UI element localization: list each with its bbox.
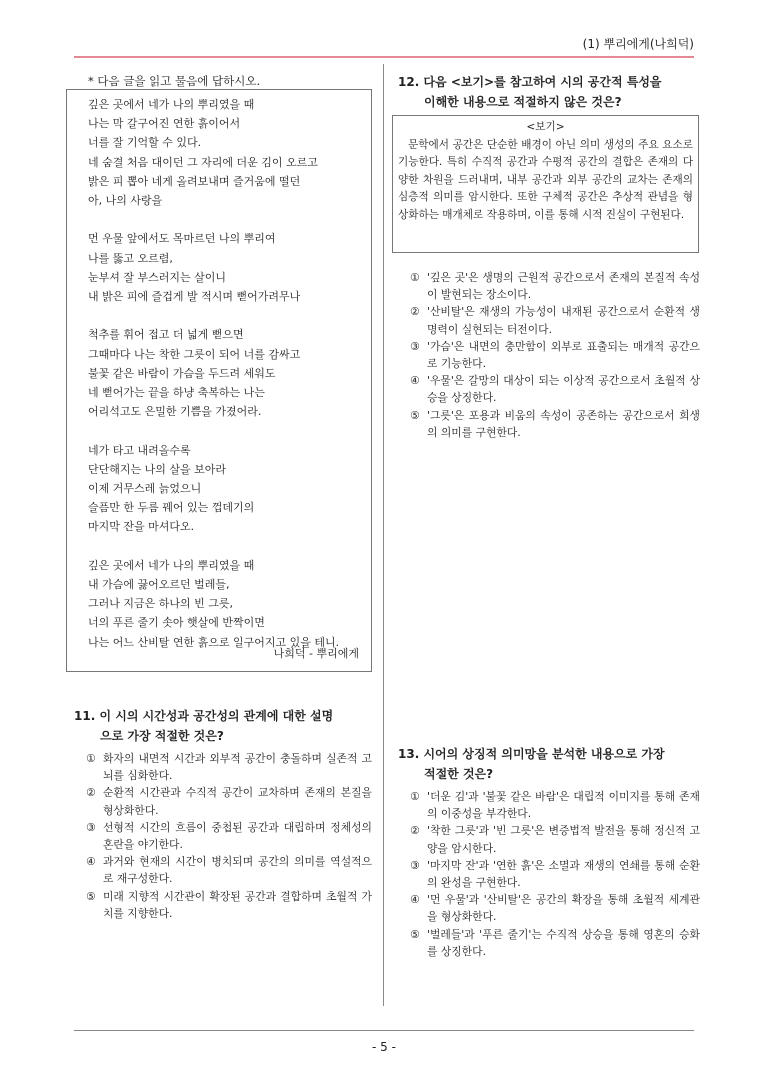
option-list [410,269,700,441]
poem-line: 네가 타고 내려올수록 [88,443,191,457]
question-11-title [74,706,372,746]
poem-line: 이제 거무스레 늙었으니 [88,482,202,496]
poem-line: 내 가슴에 끓어오르던 벌레들, [88,578,230,592]
header-divider [74,56,694,58]
question-text: 시어의 상징적 의미망을 분석한 내용으로 가장 [423,747,665,761]
option-2[interactable]: ② '산비탈'은 재생의 가능성이 내재된 공간으로서 순환적 생명력이 실현되는 터전이다. [410,305,700,336]
poem-stanza [88,556,371,652]
poem-line: 나를 뚫고 오르렴, [88,251,173,265]
poem-line: 너의 푸른 줄기 솟아 햇살에 반짝이면 [88,616,265,630]
instruction-text: * 다음 글을 읽고 물음에 답하시오. [88,74,261,88]
poem-line: 척추를 휘어 접고 더 넓게 뻗으면 [88,328,244,342]
option-3[interactable]: ③ 선형적 시간의 흐름이 중첩된 공간과 대립하며 정체성의 혼란을 야기한다. [86,820,372,852]
poem-line: 깊은 곳에서 네가 나의 뿌리였을 때 [88,558,255,572]
bogi-text: 문학에서 공간은 단순한 배경이 아닌 의미 생성의 주요 요소로 기능한다. 특히 수직적 공간과 수평적 공간의 결합은 존재의 다양한 차원을 드러내며, 내부 공간과 외부 공간의 교차는 존재의 심층적 의미를 암시한다. 또한 구체적 공간은 추상적 관념을 형상화하는 매개체로 작용하며, 이를 통해 시적 진실이 구현된다. [398,138,693,221]
footer-divider [74,1030,694,1031]
option-4[interactable]: ④ '먼 우물'과 '산비탈'은 공간의 확장을 통해 초월적 세계관을 형상화한다. [410,893,700,924]
question-11 [74,706,372,922]
poem-line: 단단해지는 나의 살을 보아라 [88,462,227,476]
question-number: 13. [398,747,420,761]
question-13 [398,744,700,960]
poem-line: 먼 우물 앞에서도 목마르던 나의 뿌리여 [88,232,276,246]
poem-line: 나는 어느 산비탈 연한 흙으로 일구어지고 있을 테니. [88,635,340,649]
option-5[interactable]: ⑤ '그릇'은 포용과 비움의 속성이 공존하는 공간으로서 희생의 의미를 구현한다. [410,408,700,439]
bogi-box [392,115,699,253]
poem-line: 네 숨결 처음 대이던 그 자리에 더운 김이 오르고 [88,155,318,169]
option-list [398,788,700,960]
poem-line: 깊은 곳에서 네가 나의 뿌리였을 때 [88,98,255,111]
column-divider [383,64,384,1006]
option-4[interactable]: ④ '우물'은 갈망의 대상이 되는 이상적 공간으로서 초월적 상승을 상징한다. [410,374,700,405]
poem-line: 밝은 피 뽑아 네게 올려보내며 즐거움에 떨던 [88,174,301,188]
page-header-title: (1) 뿌리에게(나희덕) [582,37,694,51]
page-number: - 5 - [372,1040,396,1054]
poem-line: 내 밝은 피에 즐겁게 발 적시며 뻗어가려무나 [88,290,301,304]
poem-box [66,89,372,672]
question-number: 11. [74,709,96,723]
poem-line: 마지막 잔을 마셔다오. [88,520,195,534]
question-text: 이 시의 시간성과 공간성의 관계에 대한 설명 [99,709,334,723]
question-12-options [410,265,700,441]
poem-line: 어리석고도 은밀한 기쁨을 가졌어라. [88,405,262,419]
question-text: 이해한 내용으로 적절하지 않은 것은? [424,95,622,109]
option-4[interactable]: ④ 과거와 현재의 시간이 병치되며 공간의 의미를 역설적으로 재구성한다. [86,855,372,886]
question-13-title [398,744,700,784]
poem-stanza [88,95,371,210]
poem-line: 그러나 지금은 하나의 빈 그릇, [88,597,233,611]
option-1[interactable]: ① '깊은 곳'은 생명의 근원적 공간으로서 존재의 본질적 속성이 발현되는 장소이다. [410,271,700,302]
option-2[interactable]: ② '착한 그릇'과 '빈 그릇'은 변증법적 발전을 통해 정신적 고양을 암시한다. [410,824,700,855]
poem-line: 눈부셔 잘 부스러지는 살이니 [88,270,227,284]
option-2[interactable]: ② 순환적 시간관과 수직적 공간이 교차하며 존재의 본질을 형상화한다. [86,786,372,817]
poem-line: 불꽃 같은 바람이 가슴을 두드려 세워도 [88,366,276,380]
question-text: 으로 가장 적절한 것은? [100,729,224,743]
option-3[interactable]: ③ '마지막 잔'과 '연한 흙'은 소멸과 재생의 연쇄를 통해 순환의 완성을 구현한다. [410,858,700,890]
question-text: 다음 <보기>를 참고하여 시의 공간적 특성을 [423,75,662,89]
question-number: 12. [398,75,420,89]
poem-line: 나는 막 갈구어진 연한 흙이어서 [88,117,241,131]
poem-source: 나희덕 - 뿌리에게 [273,646,359,660]
option-5[interactable]: ⑤ 미래 지향적 시간관이 확장된 공간과 결합하며 초월적 가치를 지향한다. [86,889,372,920]
option-5[interactable]: ⑤ '벌레들'과 '푸른 줄기'는 수직적 상승을 통해 영혼의 승화를 상징한다. [410,927,700,958]
poem-line: 네 뻗어가는 끝을 하냥 축복하는 나는 [88,386,265,400]
question-12-title [398,72,700,112]
poem-stanza [88,229,371,306]
bogi-title: <보기> [526,121,565,133]
option-1[interactable]: ① '더운 김'과 '불꽃 같은 바람'은 대립적 이미지를 통해 존재의 이중성을 부각한다. [410,790,700,821]
option-1[interactable]: ① 화자의 내면적 시간과 외부적 공간이 충돌하며 실존적 고뇌를 심화한다. [86,752,372,783]
question-12 [398,72,700,112]
option-list [74,750,372,922]
poem-line: 그때마다 나는 착한 그릇이 되어 너를 감싸고 [88,347,301,361]
poem-stanza [88,441,371,537]
poem-stanza [88,325,371,421]
option-3[interactable]: ③ '가슴'은 내면의 충만함이 외부로 표출되는 매개적 공간으로 기능한다. [410,339,700,371]
poem-line: 너를 잘 기억할 수 있다. [88,136,202,150]
poem-line: 아, 나의 사랑을 [88,194,163,208]
poem-line: 슬픔만 한 두름 꿰어 있는 껍데기의 [88,501,255,515]
question-text: 적절한 것은? [424,767,494,781]
